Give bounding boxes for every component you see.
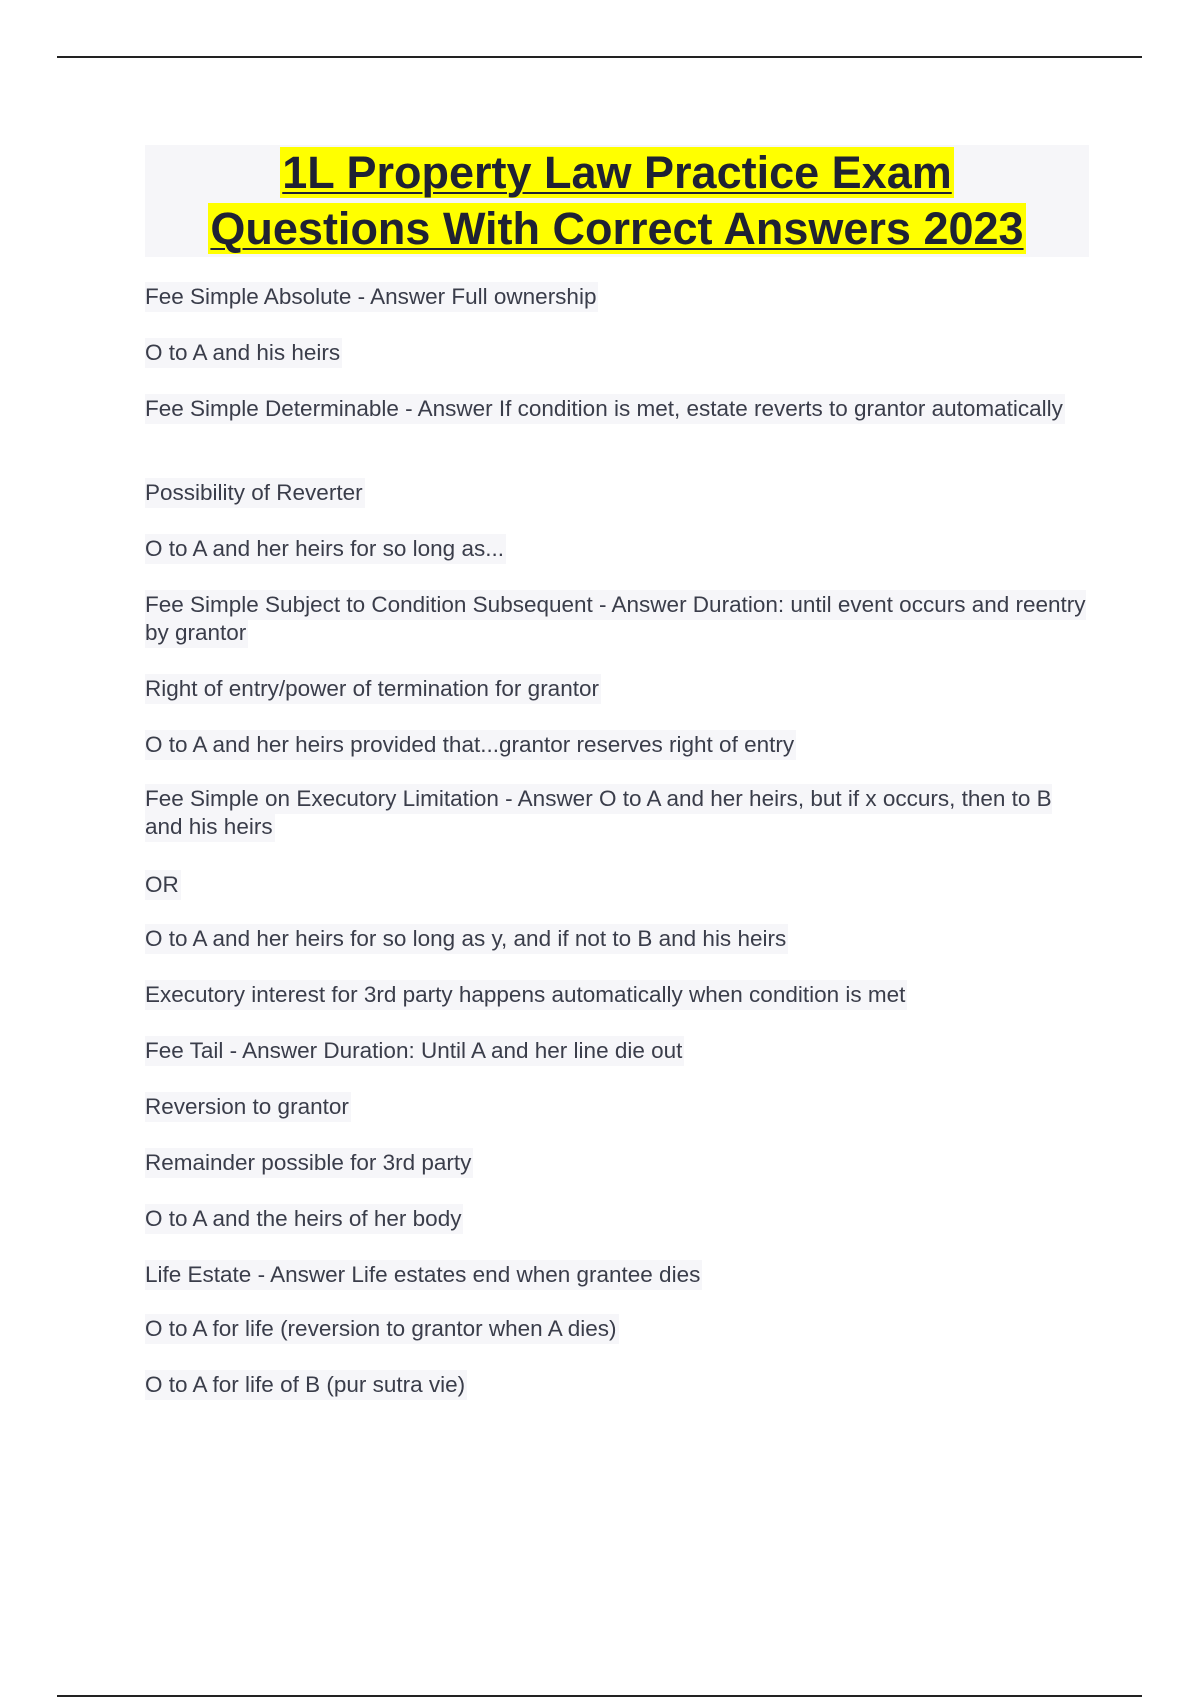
title-line-1-text: 1L Property Law Practice Exam	[282, 147, 952, 198]
title-line-1	[145, 145, 1089, 201]
list-item: Executory interest for 3rd party happens automatically when condition is met	[145, 981, 907, 1009]
list-item: Reversion to grantor	[145, 1093, 351, 1121]
list-item: Fee Simple on Executory Limitation - Answer O to A and her heirs, but if x occurs, then to B and his heirs	[145, 785, 1090, 841]
list-item: Fee Tail - Answer Duration: Until A and her line die out	[145, 1037, 684, 1065]
list-item: O to A and her heirs for so long as...	[145, 535, 506, 563]
list-item: Right of entry/power of termination for grantor	[145, 675, 601, 703]
list-item: Possibility of Reverter	[145, 479, 365, 507]
title-line-2-text: Questions With Correct Answers 2023	[210, 203, 1024, 254]
document-title	[145, 145, 1089, 257]
list-item: OR	[145, 871, 181, 899]
list-item: Fee Simple Absolute - Answer Full ownership	[145, 283, 598, 311]
list-item: Fee Simple Determinable - Answer If condition is met, estate reverts to grantor automatically	[145, 395, 1090, 423]
list-item: O to A and her heirs provided that...grantor reserves right of entry	[145, 731, 796, 759]
list-item: O to A for life (reversion to grantor when A dies)	[145, 1315, 619, 1343]
title-line-2	[145, 201, 1089, 257]
list-item: O to A for life of B (pur sutra vie)	[145, 1371, 467, 1399]
list-item: Life Estate - Answer Life estates end when grantee dies	[145, 1261, 702, 1289]
list-item: O to A and her heirs for so long as y, and if not to B and his heirs	[145, 925, 788, 953]
footer-rule	[57, 1695, 1142, 1697]
list-item: O to A and his heirs	[145, 339, 342, 367]
list-item: Fee Simple Subject to Condition Subsequent - Answer Duration: until event occurs and reentry by grantor	[145, 591, 1090, 647]
header-rule	[57, 56, 1142, 58]
list-item: O to A and the heirs of her body	[145, 1205, 463, 1233]
list-item: Remainder possible for 3rd party	[145, 1149, 473, 1177]
